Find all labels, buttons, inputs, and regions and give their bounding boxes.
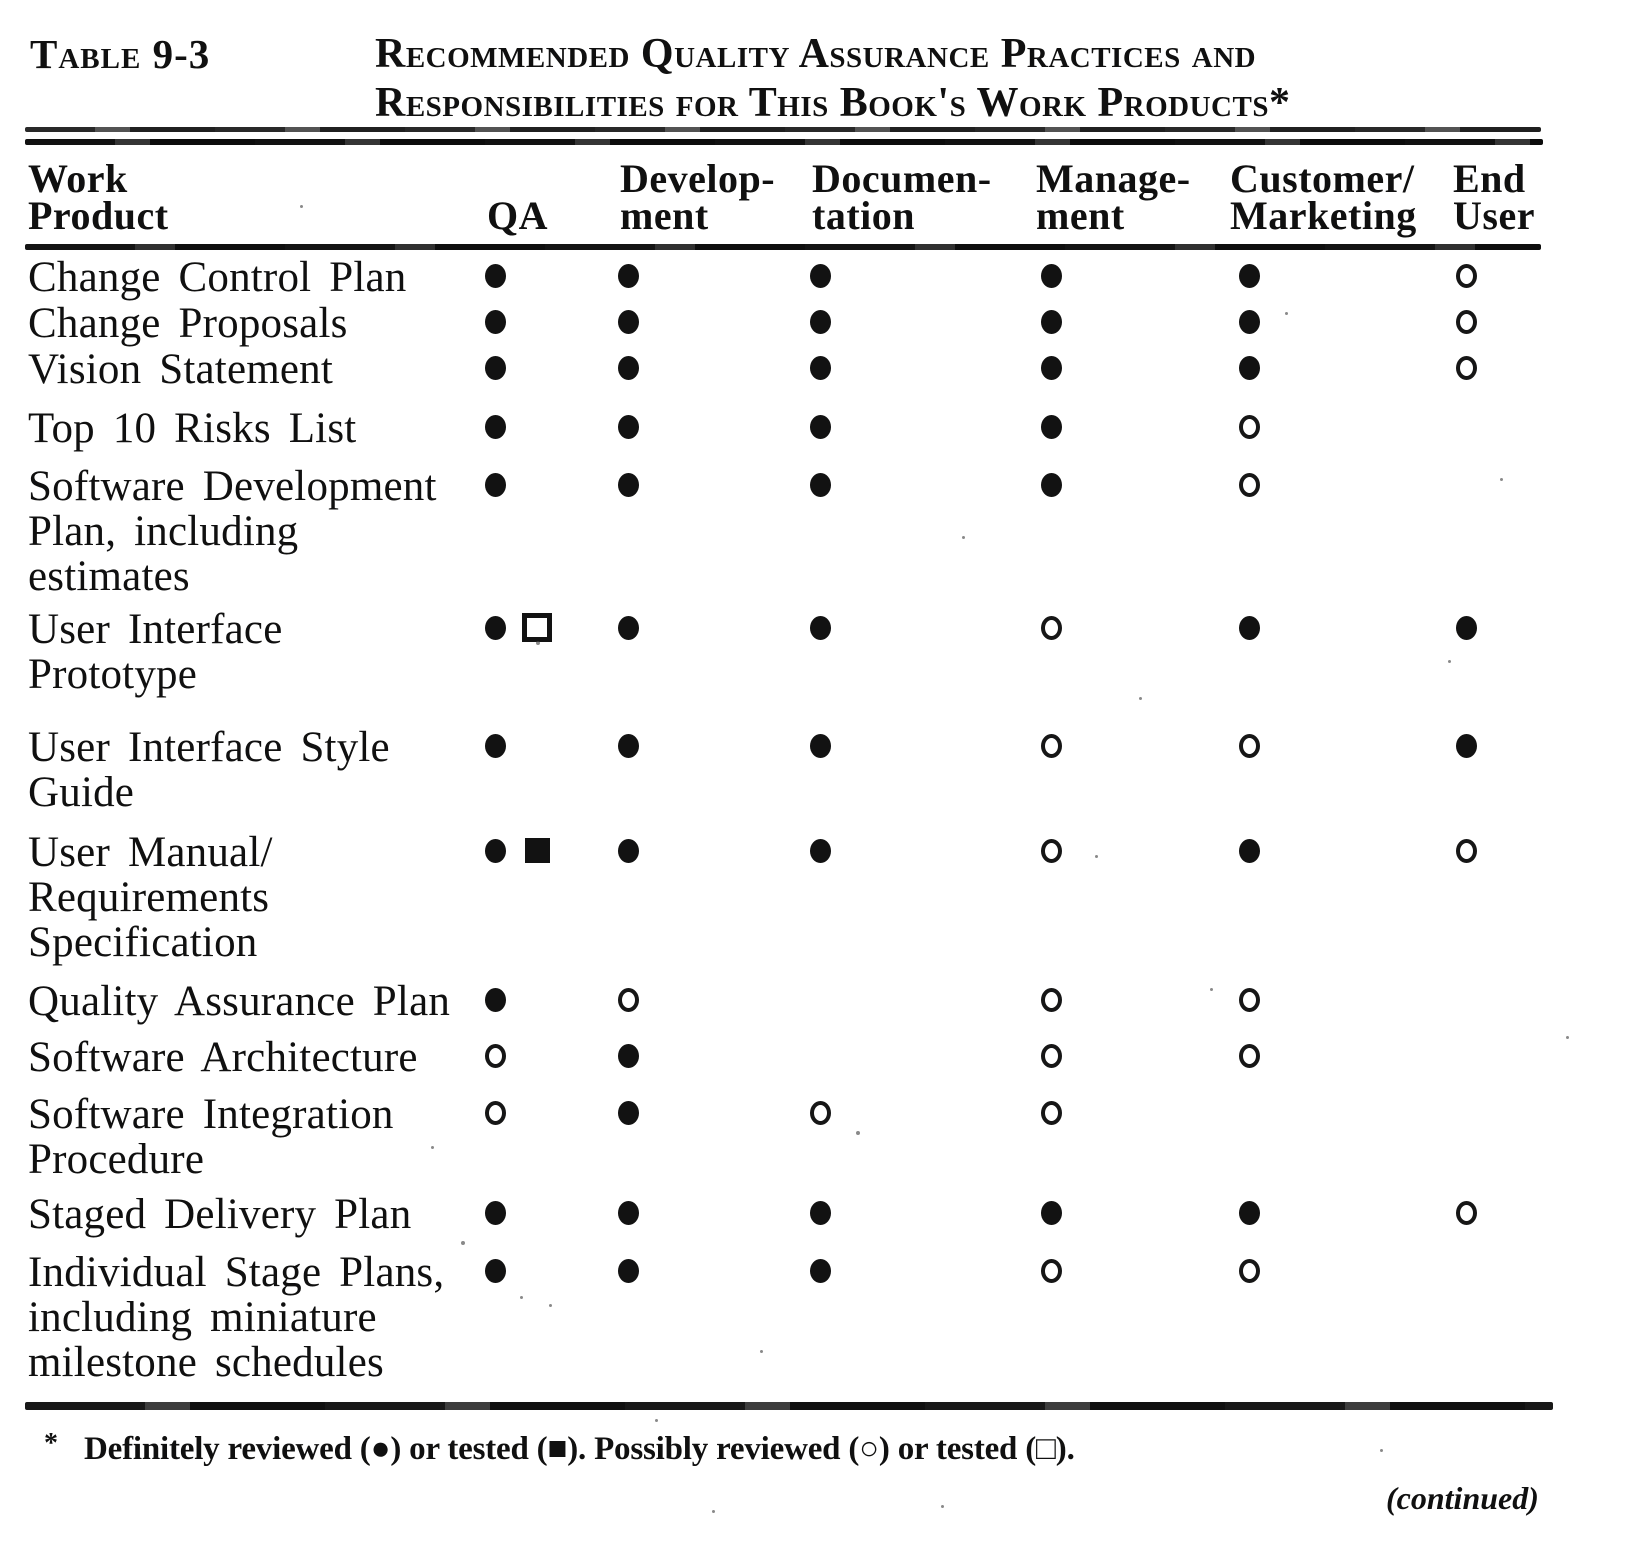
noise-speck	[1210, 988, 1213, 991]
column-header-end	[1453, 156, 1535, 238]
cust-filled-circle-mark	[1239, 356, 1260, 380]
end-open-circle-mark	[1456, 356, 1477, 380]
noise-speck	[1285, 312, 1288, 315]
dev-filled-circle-mark	[618, 616, 639, 640]
mgmt-open-circle-mark	[1041, 616, 1062, 640]
doc-filled-circle-mark	[810, 1259, 831, 1283]
noise-speck	[941, 1505, 944, 1508]
noise-speck	[536, 641, 540, 645]
mgmt-filled-circle-mark	[1041, 415, 1062, 439]
work-product-name	[28, 979, 1632, 1024]
table-row	[0, 1192, 1632, 1237]
cust-open-circle-mark	[1239, 734, 1260, 758]
work-product-name	[28, 1092, 1632, 1182]
table-row	[0, 1035, 1632, 1080]
noise-speck	[549, 1304, 552, 1307]
dev-filled-circle-mark	[618, 1201, 639, 1225]
mgmt-filled-circle-mark	[1041, 310, 1062, 334]
mgmt-open-circle-mark	[1041, 1101, 1062, 1125]
table-bottom-rule	[25, 1402, 1553, 1410]
doc-filled-circle-mark	[810, 415, 831, 439]
mgmt-filled-circle-mark	[1041, 1201, 1062, 1225]
dev-filled-circle-mark	[618, 1259, 639, 1283]
column-header-line: Manage-	[1036, 156, 1191, 201]
doc-open-circle-mark	[810, 1101, 831, 1125]
table-row	[0, 406, 1632, 451]
header-underline-rule	[25, 244, 1541, 250]
dev-filled-circle-mark	[618, 473, 639, 497]
table-row	[0, 464, 1632, 599]
work-product-name-line: including miniature	[28, 1294, 377, 1341]
mgmt-filled-circle-mark	[1041, 264, 1062, 288]
work-product-name-line: Change Proposals	[28, 300, 348, 347]
noise-speck	[1095, 855, 1098, 858]
noise-speck	[962, 536, 965, 539]
qa-filled-circle-mark	[485, 839, 506, 863]
end-filled-circle-mark	[1456, 734, 1477, 758]
column-header-line: Develop-	[620, 156, 776, 201]
column-header-line: Work	[28, 156, 128, 201]
work-product-name-line: estimates	[28, 553, 190, 600]
mgmt-open-circle-mark	[1041, 1259, 1062, 1283]
work-product-name-line: Procedure	[28, 1136, 205, 1183]
qa-filled-circle-mark	[485, 415, 506, 439]
continued-note: (continued)	[1386, 1480, 1539, 1516]
end-open-circle-mark	[1456, 310, 1477, 334]
work-product-name	[28, 1035, 1632, 1080]
doc-filled-circle-mark	[810, 310, 831, 334]
table-row	[0, 725, 1632, 815]
table-row	[0, 830, 1632, 965]
work-product-name-line: Guide	[28, 769, 135, 816]
dev-filled-circle-mark	[618, 310, 639, 334]
end-open-circle-mark	[1456, 264, 1477, 288]
table-row	[0, 979, 1632, 1024]
qa-filled-circle-mark	[485, 616, 506, 640]
qa-filled-circle-mark	[485, 264, 506, 288]
column-header-doc	[812, 156, 992, 238]
doc-filled-circle-mark	[810, 473, 831, 497]
table-row	[0, 255, 1632, 300]
end-filled-circle-mark	[1456, 616, 1477, 640]
table-title-line-1: Recommended Quality Assurance Practices and	[375, 31, 1257, 77]
work-product-name	[28, 607, 1632, 697]
doc-filled-circle-mark	[810, 1201, 831, 1225]
column-header-line	[487, 160, 548, 197]
column-header-cust	[1230, 156, 1417, 238]
noise-speck	[856, 1131, 860, 1135]
column-header-line: User	[1453, 193, 1535, 238]
dev-filled-circle-mark	[618, 356, 639, 380]
column-header-line: ment	[620, 193, 709, 238]
table-row	[0, 1250, 1632, 1385]
noise-speck	[655, 1419, 658, 1422]
column-header-line: Marketing	[1230, 193, 1417, 238]
qa-filled-square-mark	[525, 838, 550, 863]
table-row	[0, 607, 1632, 697]
dev-filled-circle-mark	[618, 1101, 639, 1125]
doc-filled-circle-mark	[810, 734, 831, 758]
qa-filled-circle-mark	[485, 356, 506, 380]
dev-filled-circle-mark	[618, 415, 639, 439]
work-product-name-line: Change Control Plan	[28, 254, 407, 301]
column-header-mgmt	[1036, 156, 1191, 238]
footnote-marker: *	[44, 1428, 58, 1459]
table-row	[0, 301, 1632, 346]
qa-filled-circle-mark	[485, 1259, 506, 1283]
qa-open-circle-mark	[485, 1044, 506, 1068]
dev-filled-circle-mark	[618, 264, 639, 288]
doc-filled-circle-mark	[810, 264, 831, 288]
column-header-line: Documen-	[812, 156, 992, 201]
column-header-line: Product	[28, 193, 169, 238]
dev-filled-circle-mark	[618, 1044, 639, 1068]
table-title	[375, 30, 1290, 128]
cust-open-circle-mark	[1239, 1259, 1260, 1283]
mgmt-filled-circle-mark	[1041, 356, 1062, 380]
qa-filled-circle-mark	[485, 1201, 506, 1225]
table-label: Table 9-3	[30, 31, 211, 77]
column-header-line: Customer/	[1230, 156, 1415, 201]
work-product-name-line: Staged Delivery Plan	[28, 1191, 412, 1238]
cust-open-circle-mark	[1239, 415, 1260, 439]
column-header-line: QA	[487, 193, 548, 238]
noise-speck	[300, 205, 303, 208]
work-product-name-line: Vision Statement	[28, 346, 334, 393]
doc-filled-circle-mark	[810, 616, 831, 640]
column-header-line: ment	[1036, 193, 1125, 238]
work-product-name-line: Top 10 Risks List	[28, 405, 357, 452]
work-product-name-line: User Interface Style	[28, 724, 390, 771]
doc-filled-circle-mark	[810, 839, 831, 863]
mgmt-open-circle-mark	[1041, 1044, 1062, 1068]
cust-open-circle-mark	[1239, 988, 1260, 1012]
table-row	[0, 347, 1632, 392]
work-product-name-line: Software Integration	[28, 1091, 394, 1138]
dev-filled-circle-mark	[618, 734, 639, 758]
noise-speck	[712, 1510, 715, 1513]
work-product-name-line: Software Architecture	[28, 1034, 418, 1081]
doc-filled-circle-mark	[810, 356, 831, 380]
work-product-name-line: Prototype	[28, 651, 198, 698]
mgmt-open-circle-mark	[1041, 988, 1062, 1012]
cust-filled-circle-mark	[1239, 264, 1260, 288]
work-product-name-line: Software Development	[28, 463, 437, 510]
noise-speck	[431, 1146, 434, 1149]
noise-speck	[760, 1350, 763, 1353]
noise-speck	[1448, 660, 1451, 663]
column-header-line: tation	[812, 193, 915, 238]
qa-filled-circle-mark	[485, 734, 506, 758]
footnote-text: Definitely reviewed (●) or tested (■). Possibly reviewed (○) or tested (□).	[84, 1431, 1075, 1467]
column-header-qa	[487, 160, 548, 238]
cust-filled-circle-mark	[1239, 1201, 1260, 1225]
noise-speck	[461, 1241, 465, 1245]
work-product-name-line: Individual Stage Plans,	[28, 1249, 445, 1296]
work-product-name-line: Plan, including	[28, 508, 299, 555]
column-header-product	[28, 156, 169, 238]
work-product-name-line: Specification	[28, 919, 258, 966]
dev-open-circle-mark	[618, 988, 639, 1012]
noise-speck	[1566, 1036, 1569, 1039]
cust-filled-circle-mark	[1239, 839, 1260, 863]
column-header-line: End	[1453, 156, 1526, 201]
table-row	[0, 1092, 1632, 1182]
column-header-dev	[620, 156, 776, 238]
work-product-name-line: User Interface	[28, 606, 283, 653]
work-product-name-line: milestone schedules	[28, 1339, 384, 1386]
qa-filled-circle-mark	[485, 988, 506, 1012]
end-open-circle-mark	[1456, 1201, 1477, 1225]
work-product-name-line: Quality Assurance Plan	[28, 978, 451, 1025]
mgmt-open-circle-mark	[1041, 734, 1062, 758]
qa-open-square-mark	[522, 613, 552, 642]
top-double-rule-upper	[25, 127, 1541, 132]
cust-filled-circle-mark	[1239, 310, 1260, 334]
top-double-rule-lower	[25, 139, 1543, 145]
work-product-name-line: User Manual/	[28, 829, 273, 876]
mgmt-open-circle-mark	[1041, 839, 1062, 863]
noise-speck	[520, 1296, 523, 1299]
noise-speck	[1380, 1449, 1383, 1452]
work-product-name	[28, 725, 1632, 815]
cust-filled-circle-mark	[1239, 616, 1260, 640]
qa-filled-circle-mark	[485, 473, 506, 497]
qa-open-circle-mark	[485, 1101, 506, 1125]
noise-speck	[1139, 697, 1142, 700]
cust-open-circle-mark	[1239, 473, 1260, 497]
work-product-name-line: Requirements	[28, 874, 270, 921]
end-open-circle-mark	[1456, 839, 1477, 863]
noise-speck	[1500, 478, 1503, 481]
mgmt-filled-circle-mark	[1041, 473, 1062, 497]
qa-filled-circle-mark	[485, 310, 506, 334]
table-title-line-2: Responsibilities for This Book's Work Products*	[375, 80, 1291, 126]
dev-filled-circle-mark	[618, 839, 639, 863]
cust-open-circle-mark	[1239, 1044, 1260, 1068]
